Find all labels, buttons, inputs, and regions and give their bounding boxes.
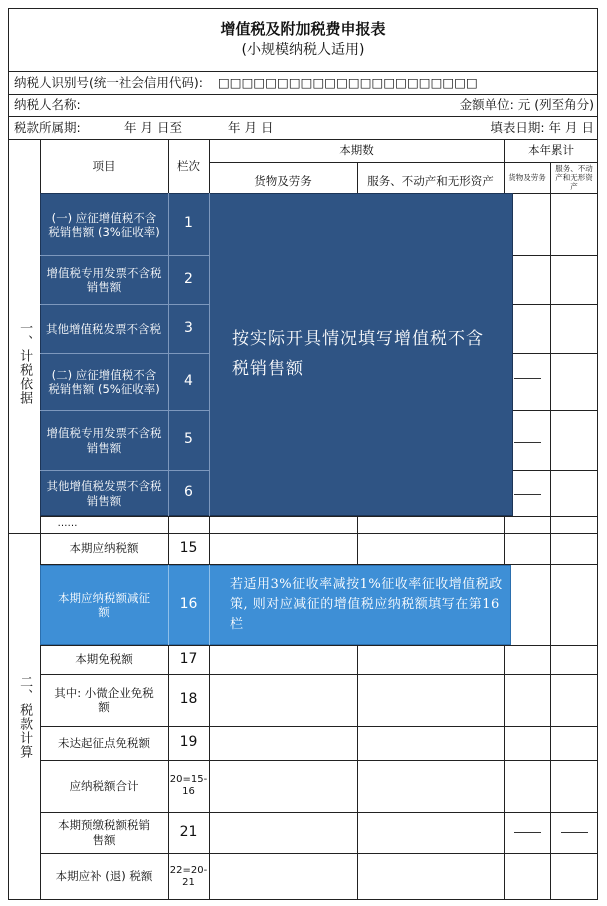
- row22-line: 22=20-21: [169, 864, 208, 888]
- col-services: 服务、不动产和无形资产: [367, 174, 494, 189]
- tax-period-label: 税款所属期:: [14, 119, 81, 135]
- row16-line: 16: [179, 596, 198, 613]
- row18-item: 其中: 小微企业免税额: [54, 685, 154, 714]
- dash-mark: [561, 832, 588, 833]
- form-title: 增值税及附加税费申报表: [220, 19, 386, 38]
- row18-line: 18: [179, 691, 198, 708]
- row2-item: 增值税专用发票不含税销售额: [46, 265, 162, 294]
- tax-period-from[interactable]: 年 月 日至: [124, 119, 182, 135]
- row6-line: 6: [184, 484, 193, 501]
- note-text-1: 按实际开具情况填写增值税不含税销售额: [232, 329, 484, 379]
- row17-item: 本期免税额: [75, 652, 133, 667]
- row15-line: 15: [179, 539, 198, 556]
- taxpayer-id-label: 纳税人识别号(统一社会信用代码):: [14, 75, 203, 91]
- col-goods: 货物及劳务: [254, 174, 312, 189]
- row4-item: (二) 应征增值税不含税销售额 (5%征收率): [48, 367, 160, 396]
- col-current-period: 本期数: [339, 143, 374, 158]
- row20-item: 应纳税额合计: [69, 778, 139, 793]
- row4-line: 4: [184, 372, 193, 389]
- tax-period-to[interactable]: 年 月 日: [228, 119, 274, 135]
- fill-date[interactable]: 填表日期: 年 月 日: [490, 119, 594, 135]
- row1-item: (一) 应征增值税不含税销售额 (3%征收率): [48, 210, 160, 239]
- form-subtitle: (小规模纳税人适用): [241, 42, 365, 59]
- dash-mark: [514, 832, 541, 833]
- row15-item: 本期应纳税额: [69, 541, 139, 556]
- section2-label: 二、税款计算: [17, 674, 33, 759]
- row17-line: 17: [179, 650, 198, 667]
- row21-line: 21: [179, 823, 198, 840]
- ellipsis-row: ……: [57, 518, 78, 530]
- dash-mark: [514, 494, 541, 495]
- row5-line: 5: [184, 431, 193, 448]
- col-ytd-services: 服务、不动产和无形资产: [555, 164, 593, 191]
- col-ytd: 本年累计: [528, 143, 574, 158]
- row5-item: 增值税专用发票不含税销售额: [46, 426, 162, 455]
- col-ytd-goods: 货物及劳务: [508, 173, 546, 182]
- row1-line: 1: [184, 215, 193, 232]
- row3-item: 其他增值税发票不含税: [46, 321, 161, 336]
- dash-mark: [514, 378, 541, 379]
- row6-item: 其他增值税发票不含税销售额: [46, 479, 162, 508]
- taxpayer-name-label: 纳税人名称:: [14, 97, 81, 113]
- amount-unit: 金额单位: 元 (列至角分): [459, 97, 594, 113]
- row2-line: 2: [184, 270, 193, 287]
- col-line-no: 栏次: [177, 158, 200, 173]
- row20-line: 20=15-16: [169, 774, 208, 797]
- row22-item: 本期应补 (退) 税额: [55, 869, 153, 884]
- row16-item: 本期应纳税额减征额: [58, 590, 150, 619]
- dash-mark: [514, 442, 541, 443]
- row19-item: 未达起征点免税额: [58, 735, 150, 750]
- col-item: 项目: [92, 158, 116, 173]
- row19-line: 19: [179, 734, 198, 751]
- taxpayer-id-boxes[interactable]: □□□□□□□□□□□□□□□□□□□□□□: [218, 75, 478, 91]
- row21-item: 本期预缴税额税销售额: [58, 818, 150, 847]
- note-text-2: 若适用3%征收率减按1%征收率征收增值税政策, 则对应减征的增值税应纳税额填写在第16栏: [230, 576, 503, 633]
- row3-line: 3: [184, 319, 193, 336]
- section1-label: 一、计税依据: [17, 321, 33, 405]
